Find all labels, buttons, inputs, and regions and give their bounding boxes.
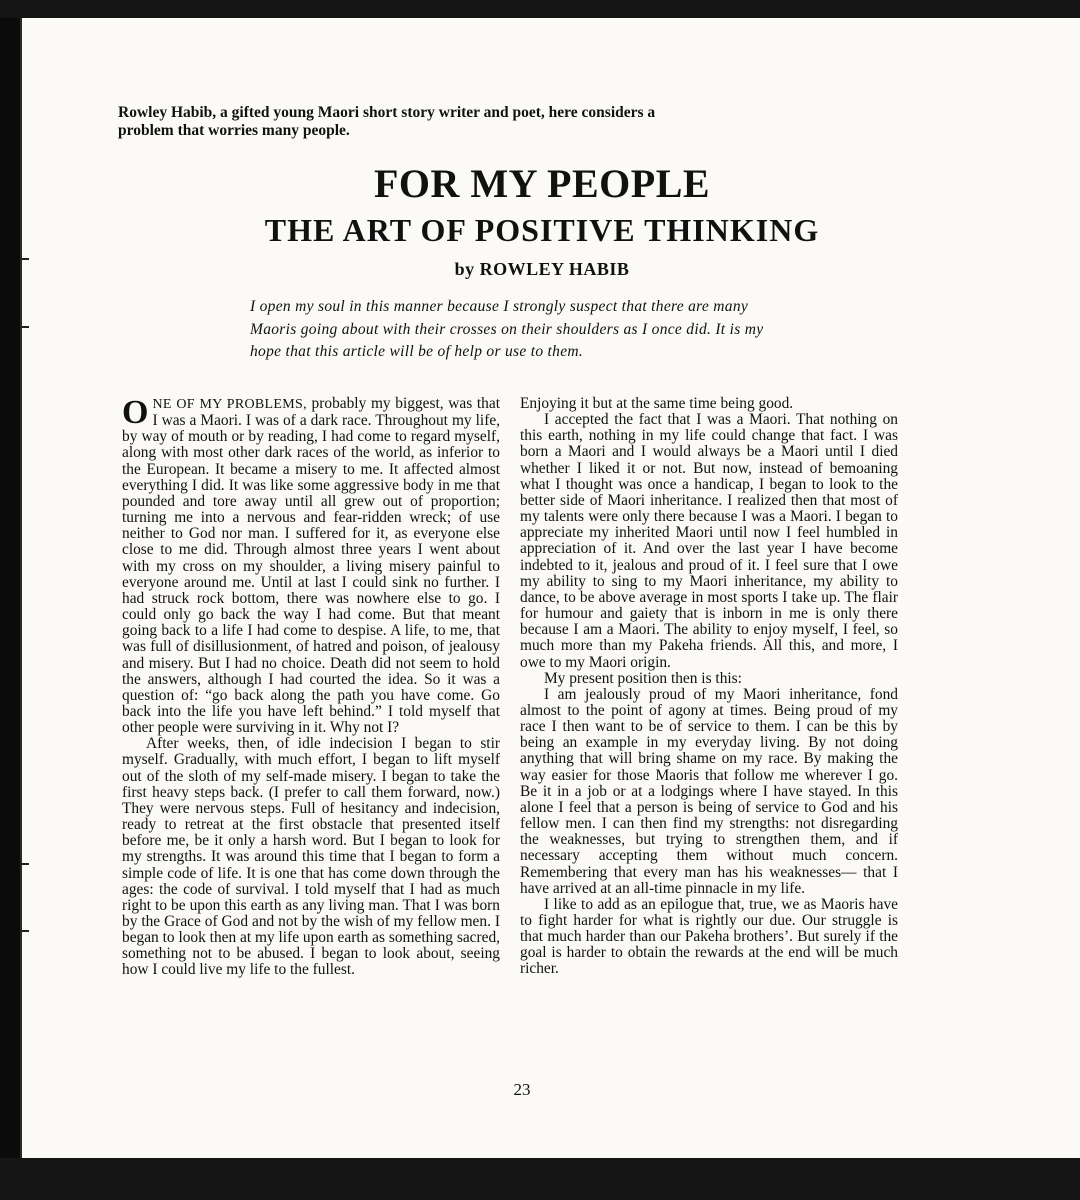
article-column-left — [122, 396, 500, 979]
intro-blurb: Rowley Habib, a gifted young Maori short story writer and poet, here considers a problem that worries many people. — [118, 104, 656, 139]
scan-border-top — [0, 0, 1080, 18]
lead-italic-paragraph: I open my soul in this manner because I strongly suspect that there are many Maoris going about with their crosses on their shoulders as I once did. It is my hope that this article will be of help or use to them. — [250, 298, 764, 360]
article-paragraph: After weeks, then, of idle indecision I began to stir myself. Gradually, with much effort, I began to lift myself out of the sloth of my self-made misery. I began to take the first heavy steps back. (I prefer to call them forward, now.) They were nervous steps. Full of hesitancy and indecision, ready to retreat at the first obstacle that presented itself before me, be it only a harsh word. But I began to look for my strengths. It was around this time that I began to form a simple code of life. It is one that has come down through the ages: the code of survival. I told myself that I had as much right to be upon this earth as any living man. That I was born by the Grace of God and not by the wish of my fellow men. I began to look then at my life upon earth as something sacred, something not to be abused. I began to look about, seeing how I could live my life to the fullest. — [122, 735, 500, 979]
binding-tick-mark — [20, 326, 29, 328]
article-paragraph: Enjoying it but at the same time being good. — [520, 395, 794, 412]
magazine-page — [20, 18, 1080, 1158]
binding-tick-mark — [20, 930, 29, 932]
binding-tick-mark — [20, 863, 29, 865]
byline: by ROWLEY HABIB — [454, 259, 630, 279]
article-paragraph: I like to add as an epilogue that, true, we as Maoris have to fight harder for what is rightly our due. Our struggle is that much harder than our Pakeha brothers’. But surely if the goal is harder to obtain the rewards at the end will be much richer. — [520, 895, 898, 978]
paragraph-text: probably my biggest, was that I was a Maori. I was of a dark race. Throughout my life, by way of mouth or by reading, I had come to regard myself, along with most other dark races of the world, as inferior to the European. It became a misery to me. It affected almost everything I did. It was like some aggressive body in me that pounded and tore away until all grew out of proportion; turning me into a nervous and fear-ridden wreck; of use neither to God nor man. I suffered for it, as everyone else close to me did. Through almost three years I went about with my cross on my shoulder, a living misery painful to everyone around me. Until at last I could sink no further. I had struck rock bottom, there was nowhere else to go. I could only go back the way I had come. But that meant going back to a life I had come to despise. A life, to me, that was full of disillusionment, of hatred and poison, of jealousy and misery. But I had no choice. Death did not seem to hold the answers, although I had courted the idea. So it was a question of: “go back along the path you have come. Go back into the life you have left behind.” I told myself that other people were surviving in it. Why not I? — [122, 395, 500, 737]
article-column-right — [520, 396, 898, 978]
article-paragraph: I am jealously proud of my Maori inheritance, fond almost to the point of agony at times. Being proud of my race I then want to be of service to them. I can be this by being an example in my everyday living. By not doing anything that will bring shame on my race. By making the way easier for those Maoris that follow me wherever I go. Be it in a job or at a lodgings where I have stayed. In this alone I feel that a person is being of service to God and his fellow men. I can then find my strengths: not disregarding the weaknesses, but trying to strengthen them, and if necessary accepting them without much concern. Remembering that every man has his weaknesses— that I have arrived at an all-time pinnacle in my life. — [520, 685, 898, 897]
drop-cap: O — [122, 394, 149, 431]
article-title: FOR MY PEOPLE — [373, 161, 711, 206]
article-subtitle: THE ART OF POSITIVE THINKING — [264, 212, 820, 248]
article-paragraph: I accepted the fact that I was a Maori. That nothing on this earth, nothing in my life could change that fact. I was born a Maori and I would always be a Maori until I died whether I liked it or not. But now, instead of bemoaning what I thought was once a handicap, I began to look to the better side of Maori inheritance. I realized then that most of my talents were only there because I was a Maori. I began to appreciate my inherited Maori until now I feel humbled in appreciation of it. And over the last year I have become indebted to it, jealous and proud of it. I feel sure that I owe my ability to sing to my Maori inheritance, my ability to dance, to be above average in most sports I take up. The flair for humour and gaiety that is inborn in me is only there because I am a Maori. The ability to enjoy myself, I feel, so much more than my Pakeha friends. All this, and more, I owe to my Maori origin. — [520, 411, 898, 671]
opening-small-caps: NE OF MY PROBLEMS, — [152, 397, 307, 412]
scan-border-bottom — [0, 1158, 1080, 1200]
article-paragraph — [122, 396, 500, 736]
page-number: 23 — [513, 1080, 531, 1099]
article-paragraph: My present position then is this: — [544, 669, 742, 687]
